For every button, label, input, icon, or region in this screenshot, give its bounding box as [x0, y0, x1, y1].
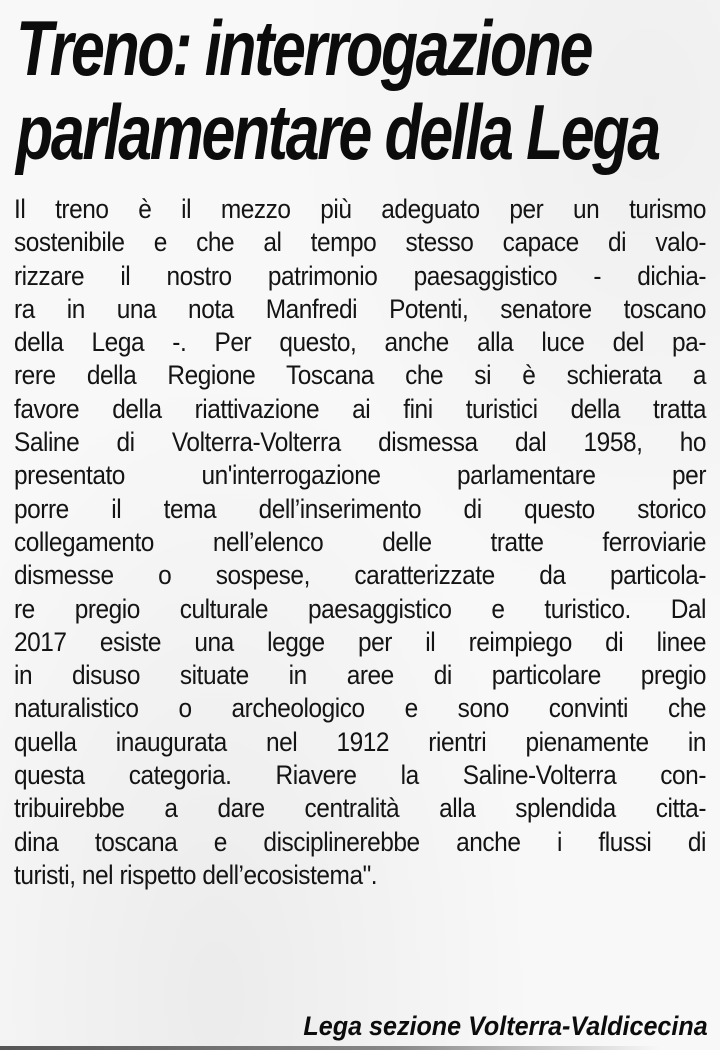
body-line: sostenibile e che al tempo stesso capace di valo-: [14, 227, 707, 258]
body-line: Il treno è il mezzo più adeguato per un turismo: [14, 194, 707, 224]
headline-line-2: parlamentare della Lega: [16, 88, 659, 176]
body-line: turisti, nel rispetto dell’ecosistema".: [14, 859, 378, 890]
body-line: presentato un'interrogazione parlamentare per: [14, 460, 707, 491]
body-line: re pregio culturale paesaggistico e turistico. Dal: [14, 593, 707, 624]
body-line: dismesse o sospese, caratterizzate da particola-: [14, 560, 707, 591]
headline: [16, 4, 659, 176]
body-line: tribuirebbe a dare centralità alla splendida citta-: [14, 793, 707, 824]
body-line: collegamento nell’elenco delle tratte ferroviarie: [14, 526, 707, 557]
page-edge-shadow: [0, 1046, 660, 1050]
body-line: 2017 esiste una legge per il reimpiego di linee: [14, 626, 707, 657]
body-line: Saline di Volterra-Volterra dismessa dal 1958, ho: [14, 427, 707, 458]
signature: Lega sezione Volterra-Valdicecina: [303, 1011, 708, 1041]
body-line: dina toscana e disciplinerebbe anche i flussi di: [14, 826, 707, 857]
body-line: in disuso situate in aree di particolare pregio: [14, 660, 707, 691]
headline-line-1: Treno: interrogazione: [16, 4, 592, 92]
body-line: questa categoria. Riavere la Saline-Volterra con-: [14, 760, 707, 791]
body-line: della Lega -. Per questo, anche alla luce del pa-: [14, 327, 707, 358]
body-line: rizzare il nostro patrimonio paesaggistico - dichia-: [14, 260, 707, 291]
body-line: naturalistico o archeologico e sono convinti che: [14, 693, 707, 724]
article-body: [14, 193, 706, 892]
body-line: rere della Regione Toscana che si è schierata a: [14, 360, 707, 391]
body-line: quella inaugurata nel 1912 rientri pienamente in: [14, 726, 707, 757]
body-line: favore della riattivazione ai fini turistici della tratta: [14, 393, 707, 424]
body-line: porre il tema dell’inserimento di questo storico: [14, 493, 707, 524]
body-line: ra in una nota Manfredi Potenti, senatore toscano: [14, 293, 707, 324]
